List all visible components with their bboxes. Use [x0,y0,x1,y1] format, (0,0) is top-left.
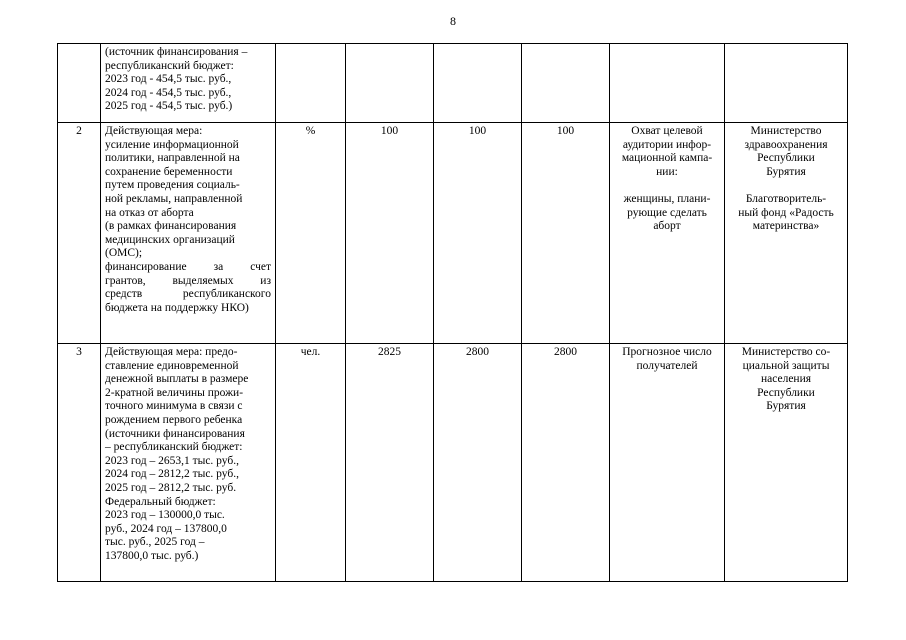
description-line: финансирование за счет [105,260,271,273]
description-line: 137800,0 тыс. руб.) [105,549,199,562]
responsible-spacer [729,179,843,193]
value-2023-cell: 100 [346,123,434,344]
description-line: (ОМС); [105,247,143,260]
indicator-spacer [614,179,720,193]
description-line: сохранение беременности [105,165,233,178]
description-line: Федеральный бюджет: [105,495,216,508]
description-line: денежной выплаты в размере [105,373,249,386]
measure-description-cell [101,344,276,582]
responsible-cell [725,44,848,123]
value-2024-cell [434,44,522,123]
description-line: медицинских организаций [105,233,235,246]
page-number: 8 [450,14,456,28]
description-line: тыс. руб., 2025 год – [105,536,205,549]
description-line: республиканский бюджет: [105,59,234,72]
description-line: рождением первого ребенка [105,413,243,426]
description-line: (в рамках финансирования [105,220,237,233]
value-2024-cell: 100 [434,123,522,344]
indicator-cell [610,44,725,123]
description-line: 2-кратной величины прожи- [105,386,244,399]
table-row [58,344,848,582]
description-line: 2023 год – 130000,0 тыс. [105,509,225,522]
indicator-cell [610,344,725,582]
indicator-line: Прогнозное число [622,346,712,358]
description-line: 2023 год – 2653,1 тыс. руб., [105,454,239,467]
value-2025-cell: 100 [522,123,610,344]
table-row [58,123,848,344]
responsible-line: Министерство со- [741,346,831,358]
value-2025-cell [522,44,610,123]
unit-cell: % [276,123,346,344]
description-line: 2024 год - 454,5 тыс. руб., [105,86,232,99]
indicator-line: аудитории инфор- [622,138,712,151]
indicator-line: нии: [656,165,678,178]
indicator-line: получателей [636,359,698,372]
responsible-line: Республики [757,152,815,165]
indicator-line: Охват целевой [631,125,703,137]
responsible-line: здравоохранения [744,138,828,151]
description-line: точного минимума в связи с [105,400,243,413]
responsible-line: населения [760,373,812,386]
row-number-cell: 3 [58,344,101,582]
description-line: 2025 год - 454,5 тыс. руб.) [105,100,233,113]
description-line: на отказ от аборта [105,206,194,219]
description-line: грантов, выделяемых из [105,274,271,287]
responsible-line: Благотворитель- [745,192,827,205]
measure-description-cell [101,44,276,123]
indicator-line: женщины, плани- [623,192,711,205]
description-line: ной рекламы, направленной [105,192,243,205]
responsible-line: Бурятия [766,400,806,413]
responsible-line: Министерство [750,125,822,137]
value-2023-cell: 2825 [346,344,434,582]
table-row [58,44,848,123]
description-line: – республиканский бюджет: [105,441,243,454]
responsible-line: ный фонд «Радость [738,206,834,219]
responsible-line: материнства» [752,220,820,233]
indicator-line: рующие сделать [627,206,707,219]
description-line: путем проведения социаль- [105,179,240,192]
value-2023-cell [346,44,434,123]
description-line: 2024 год – 2812,2 тыс. руб., [105,468,239,481]
measures-table [57,43,848,582]
description-line: (источники финансирования [105,427,245,440]
unit-cell [276,44,346,123]
description-line: Действующая мера: предо- [105,346,238,358]
value-2024-cell: 2800 [434,344,522,582]
description-line: руб., 2024 год – 137800,0 [105,522,227,535]
description-line: Действующая мера: [105,125,203,137]
responsible-line: Республики [757,386,815,399]
description-line: 2023 год - 454,5 тыс. руб., [105,73,232,86]
description-line: усиление информационной [105,138,239,151]
description-line: бюджета на поддержку НКО) [105,301,249,314]
responsible-cell [725,344,848,582]
indicator-line: мационной кампа- [621,152,713,165]
description-line: 2025 год – 2812,2 тыс. руб. [105,481,237,494]
unit-cell: чел. [276,344,346,582]
indicator-line: аборт [653,220,681,233]
row-number-cell: 2 [58,123,101,344]
description-line: средств республиканского [105,288,271,301]
row-number-cell [58,44,101,123]
responsible-cell [725,123,848,344]
value-2025-cell: 2800 [522,344,610,582]
responsible-line: Бурятия [766,165,806,178]
responsible-line: циальной защиты [742,359,830,372]
measure-description-cell [101,123,276,344]
description-line: политики, направленной на [105,152,240,165]
description-line: (источник финансирования – [105,46,248,58]
description-line: ставление единовременной [105,359,239,372]
indicator-cell [610,123,725,344]
